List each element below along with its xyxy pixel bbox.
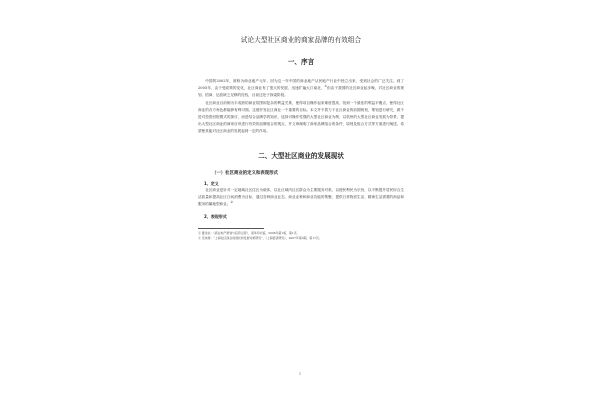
paragraph-text: 中国的2002年，被称为商业地产元年，因为这一年中国的商业地产从民地产行业中独立出来，受到社会的广泛关注。到了2005年，由于受政策的变化，社区商业有了很大的发展，迅速扩遍大江南北， [198, 79, 404, 91]
definition-paragraph [198, 187, 404, 209]
item-heading-forms: 2、表现形式 [204, 214, 227, 220]
section-heading-preface: 一、序言 [287, 58, 315, 66]
paragraph-text-tail: 但由于我国的社区商业起步晚，对社区商业的规划、招商、运营缺乏足够的经验，目前还处于探索阶段。 [198, 86, 405, 98]
item-heading-definition: 1、定义 [204, 180, 219, 186]
subsection-heading-definition-and-forms: （一）社区商业的定义和表现形式 [212, 170, 278, 176]
preface-paragraph-2 [198, 100, 404, 136]
page-number: 1 [298, 372, 302, 376]
document-title: 试论大型社区商业的商家品牌的有效组合 [240, 36, 362, 44]
footnote-1: ① 董金社：《商业地产策划与投资运营》，商务印书馆，2006年第1版，第1页。 [198, 231, 300, 236]
section-heading-development-status: 二、大型社区商业的发展现状 [258, 151, 344, 160]
preface-paragraph-1 [198, 78, 404, 100]
footnote-marker[interactable]: ② [230, 200, 233, 205]
footnote-2: ② 范纯策：“上海社区商业的现状和发展对策研究”，《上海经济研究》，2007年第3期，第17页。 [198, 236, 322, 241]
paragraph-text: 社区商业是针对一定地域社区住区为载体，以社区域内社区群众为主要服务对象，以便民利民为宗旨，以不断提升居民综合生活质量和提高社区日间消费为目标，通过各种商业业态、商业业种和商业功能的集聚，提供日常物质生活、精神生活需要的商品和服务的属地型商业。 [198, 187, 404, 207]
page-body [198, 36, 404, 241]
paragraph-text: 社区商业目前倒为丰成熟的商业氛围和复杂的利益关系，使得项目操作起来难度很高，找到一个最佳的利益平衡点，使得社区商业的各方角色都能够有利可图。这便开发社区商业一个重要的目标。本文并不着力于社区商业的前期规划，策划进行研究，做不进对投资回报模式的探讨，而是结合品牌学的知识，选择可操作性强的大型社区商业为例，以杭州的大型社区商业发展为背景，提出大型社区商业的商家应该进行有效的品牌组合的观点，并文章阐明了商家品牌组合的条件，原则及组合方式等方面进行阐述，希望使其能对社区商业的发展起到一定的作用。 [198, 100, 404, 134]
footnote-marker[interactable]: ① [324, 84, 328, 89]
footnote-divider [198, 228, 264, 229]
